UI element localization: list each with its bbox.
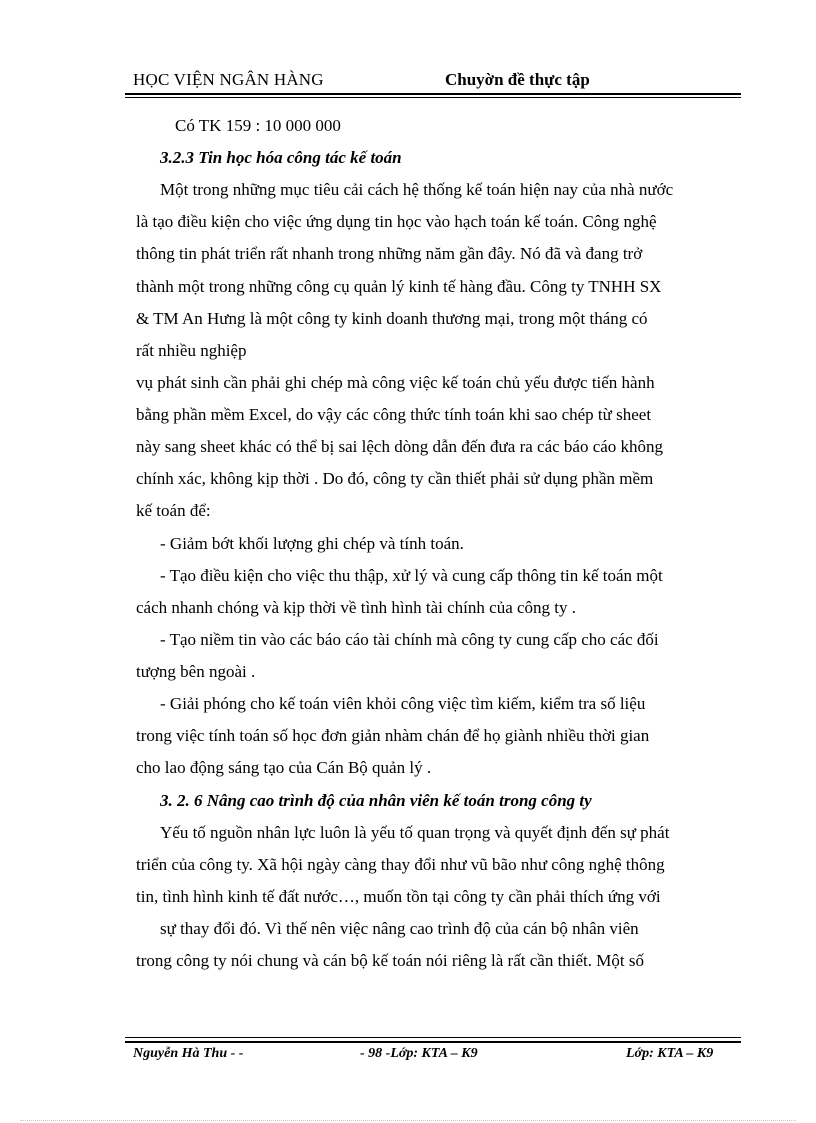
text-line: cho lao động sáng tạo của Cán Bộ quản lý . [136, 758, 432, 777]
text-line: bằng phần mềm Excel, do vậy các công thức tính toán khi sao chép từ sheet [136, 405, 652, 424]
header-institution: HỌC VIỆN NGÂN HÀNG [133, 70, 324, 89]
page-header [133, 70, 741, 92]
text-line: trong việc tính toán số học đơn giản nhàm chán để họ giành nhiều thời gian [136, 726, 650, 745]
text-line: rất nhiều nghiệp [136, 341, 247, 360]
section-heading: 3.2.3 Tin học hóa công tác kế toán [160, 148, 402, 167]
text-line: vụ phát sinh cần phải ghi chép mà công việc kế toán chủ yếu được tiến hành [136, 373, 655, 392]
text-line: Yếu tố nguồn nhân lực luôn là yếu tố quan trọng và quyết định đến sự phát [160, 823, 670, 842]
text-line: là tạo điều kiện cho việc ứng dụng tin học vào hạch toán kế toán. Công nghệ [136, 212, 657, 231]
text-line: trong công ty nói chung và cán bộ kế toán nói riêng là rất cần thiết. Một số [136, 951, 644, 970]
list-item: - Giảm bớt khối lượng ghi chép và tính toán. [160, 534, 464, 553]
list-item: - Tạo niềm tin vào các báo cáo tài chính mà công ty cung cấp cho các đối [160, 630, 659, 649]
list-item: - Giải phóng cho kế toán viên khỏi công việc tìm kiếm, kiểm tra số liệu [160, 694, 646, 713]
text-line: cách nhanh chóng và kịp thời về tình hình tài chính của công ty . [136, 598, 577, 617]
footer-page-number: - 98 -Lớp: KTA – K9 [360, 1046, 478, 1061]
header-title: Chuyờn đề thực tập [445, 70, 590, 89]
text-line: tượng bên ngoài . [136, 662, 256, 681]
footer-rule-thin [125, 1037, 741, 1038]
text-line: Có TK 159 : 10 000 000 [175, 116, 341, 135]
text-line: sự thay đổi đó. Vì thế nên việc nâng cao trình độ của cán bộ nhân viên [160, 919, 639, 938]
text-line: chính xác, không kịp thời . Do đó, công ty cần thiết phải sử dụng phần mềm [136, 469, 654, 488]
list-item: - Tạo điều kiện cho việc thu thập, xử lý và cung cấp thông tin kế toán một [160, 566, 663, 585]
text-line: & TM An Hưng là một công ty kinh doanh thương mại, trong một tháng có [136, 309, 648, 328]
footer-rule-thick [125, 1041, 741, 1043]
page-boundary-divider [20, 1120, 796, 1121]
header-rule-thin [125, 97, 741, 98]
text-line: thông tin phát triển rất nhanh trong những năm gần đây. Nó đã và đang trở [136, 244, 643, 263]
text-line: triển của công ty. Xã hội ngày càng thay đổi như vũ bão như công nghệ thông [136, 855, 665, 874]
text-line: này sang sheet khác có thể bị sai lệch dòng dẫn đến đưa ra các báo cáo không [136, 437, 664, 456]
text-line: thành một trong những công cụ quản lý kinh tế hàng đầu. Công ty TNHH SX [136, 277, 662, 296]
section-heading: 3. 2. 6 Nâng cao trình độ của nhân viên kế toán trong công ty [160, 791, 592, 810]
header-rule-thick [125, 93, 741, 95]
footer-author: Nguyễn Hà Thu - - [133, 1046, 244, 1061]
text-line: tin, tình hình kinh tế đất nước…, muốn tồn tại công ty cần phải thích ứng với [136, 887, 661, 906]
text-line: kế toán để: [136, 501, 211, 520]
footer-class: Lớp: KTA – K9 [626, 1046, 714, 1061]
text-line: Một trong những mục tiêu cải cách hệ thống kế toán hiện nay của nhà nước [160, 180, 674, 199]
